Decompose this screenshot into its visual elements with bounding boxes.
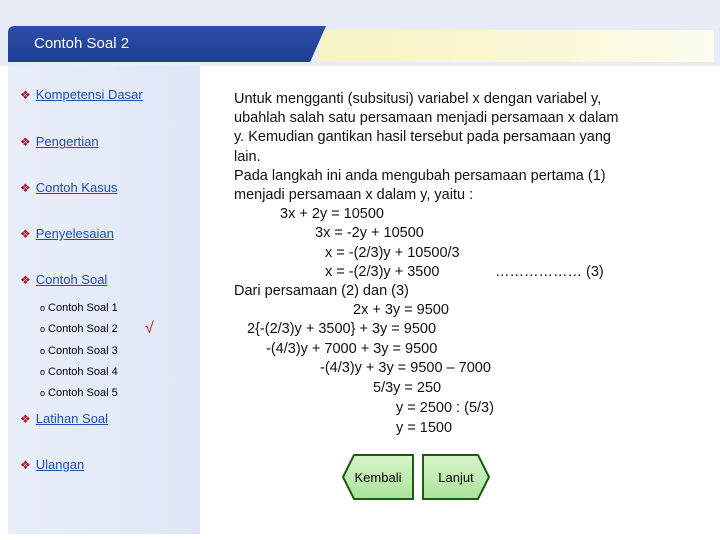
- content-line: y. Kemudian gantikan hasil tersebut pada persamaan yang: [234, 129, 611, 145]
- equation-line: 2{-(2/3)y + 3500} + 3y = 9500: [247, 321, 437, 337]
- diamond-bullet-icon: ❖: [20, 412, 31, 426]
- equation-line: y = 2500 : (5/3): [396, 400, 494, 416]
- equation-line: -(4/3)y + 3y = 9500 – 7000: [320, 360, 491, 376]
- equation-line: y = 1500: [396, 420, 453, 436]
- next-label[interactable]: Lanjut: [438, 469, 474, 485]
- sub-item-contoh-soal-1[interactable]: o Contoh Soal 1: [40, 302, 118, 314]
- header-decoration: [318, 30, 714, 62]
- content-line: menjadi persamaan x dalam y, yaitu :: [234, 187, 474, 203]
- sub-item-contoh-soal-5[interactable]: o Contoh Soal 5: [40, 387, 118, 399]
- content-line: lain.: [234, 149, 261, 165]
- sub-bullet: o: [40, 367, 46, 377]
- menu-contoh-kasus[interactable]: ❖ Contoh Kasus: [20, 180, 118, 195]
- diamond-bullet-icon: ❖: [20, 88, 31, 102]
- menu-penyelesaian[interactable]: ❖ Penyelesaian: [20, 226, 114, 241]
- diamond-bullet-icon: ❖: [20, 458, 31, 472]
- equation-line: 2x + 3y = 9500: [353, 302, 449, 318]
- diamond-bullet-icon: ❖: [20, 273, 31, 287]
- sub-item-contoh-soal-2[interactable]: o Contoh Soal 2: [40, 323, 118, 335]
- menu-pengertian[interactable]: ❖ Pengertian: [20, 134, 99, 149]
- next-button[interactable]: [422, 453, 490, 501]
- page-title: Contoh Soal 2: [34, 35, 130, 52]
- sub-bullet: o: [40, 324, 46, 334]
- diamond-bullet-icon: ❖: [20, 135, 31, 149]
- back-label[interactable]: Kembali: [354, 469, 402, 485]
- menu-contoh-soal[interactable]: ❖ Contoh Soal: [20, 272, 108, 287]
- sub-bullet: o: [40, 346, 46, 356]
- content-line: Untuk mengganti (subsitusi) variabel x dengan variabel y,: [234, 91, 602, 107]
- menu-latihan-soal[interactable]: ❖ Latihan Soal: [20, 411, 109, 426]
- menu-ulangan[interactable]: ❖ Ulangan: [20, 457, 85, 472]
- diamond-bullet-icon: ❖: [20, 181, 31, 195]
- sub-bullet: o: [40, 303, 46, 313]
- equation-line: x = -(2/3)y + 10500/3: [325, 245, 460, 261]
- sub-item-contoh-soal-3[interactable]: o Contoh Soal 3: [40, 345, 118, 357]
- sub-bullet: o: [40, 388, 46, 398]
- menu-kompetensi-dasar[interactable]: ❖ Kompetensi Dasar: [20, 87, 143, 102]
- diamond-bullet-icon: ❖: [20, 227, 31, 241]
- back-button[interactable]: [342, 453, 414, 501]
- equation-line: x = -(2/3)y + 3500: [325, 264, 440, 280]
- content-line: Pada langkah ini anda mengubah persamaan pertama (1): [234, 168, 606, 184]
- content-line: ubahlah salah satu persamaan menjadi persamaan x dalam: [234, 110, 619, 126]
- equation-line: -(4/3)y + 7000 + 3y = 9500: [266, 341, 438, 357]
- sub-item-contoh-soal-4[interactable]: o Contoh Soal 4: [40, 366, 118, 378]
- equation-label: ……………… (3): [495, 264, 604, 280]
- content-line: Dari persamaan (2) dan (3): [234, 283, 409, 299]
- equation-line: 3x = -2y + 10500: [315, 225, 424, 241]
- equation-line: 5/3y = 250: [373, 380, 442, 396]
- active-check-icon: √: [145, 320, 154, 337]
- equation-line: 3x + 2y = 10500: [280, 206, 384, 222]
